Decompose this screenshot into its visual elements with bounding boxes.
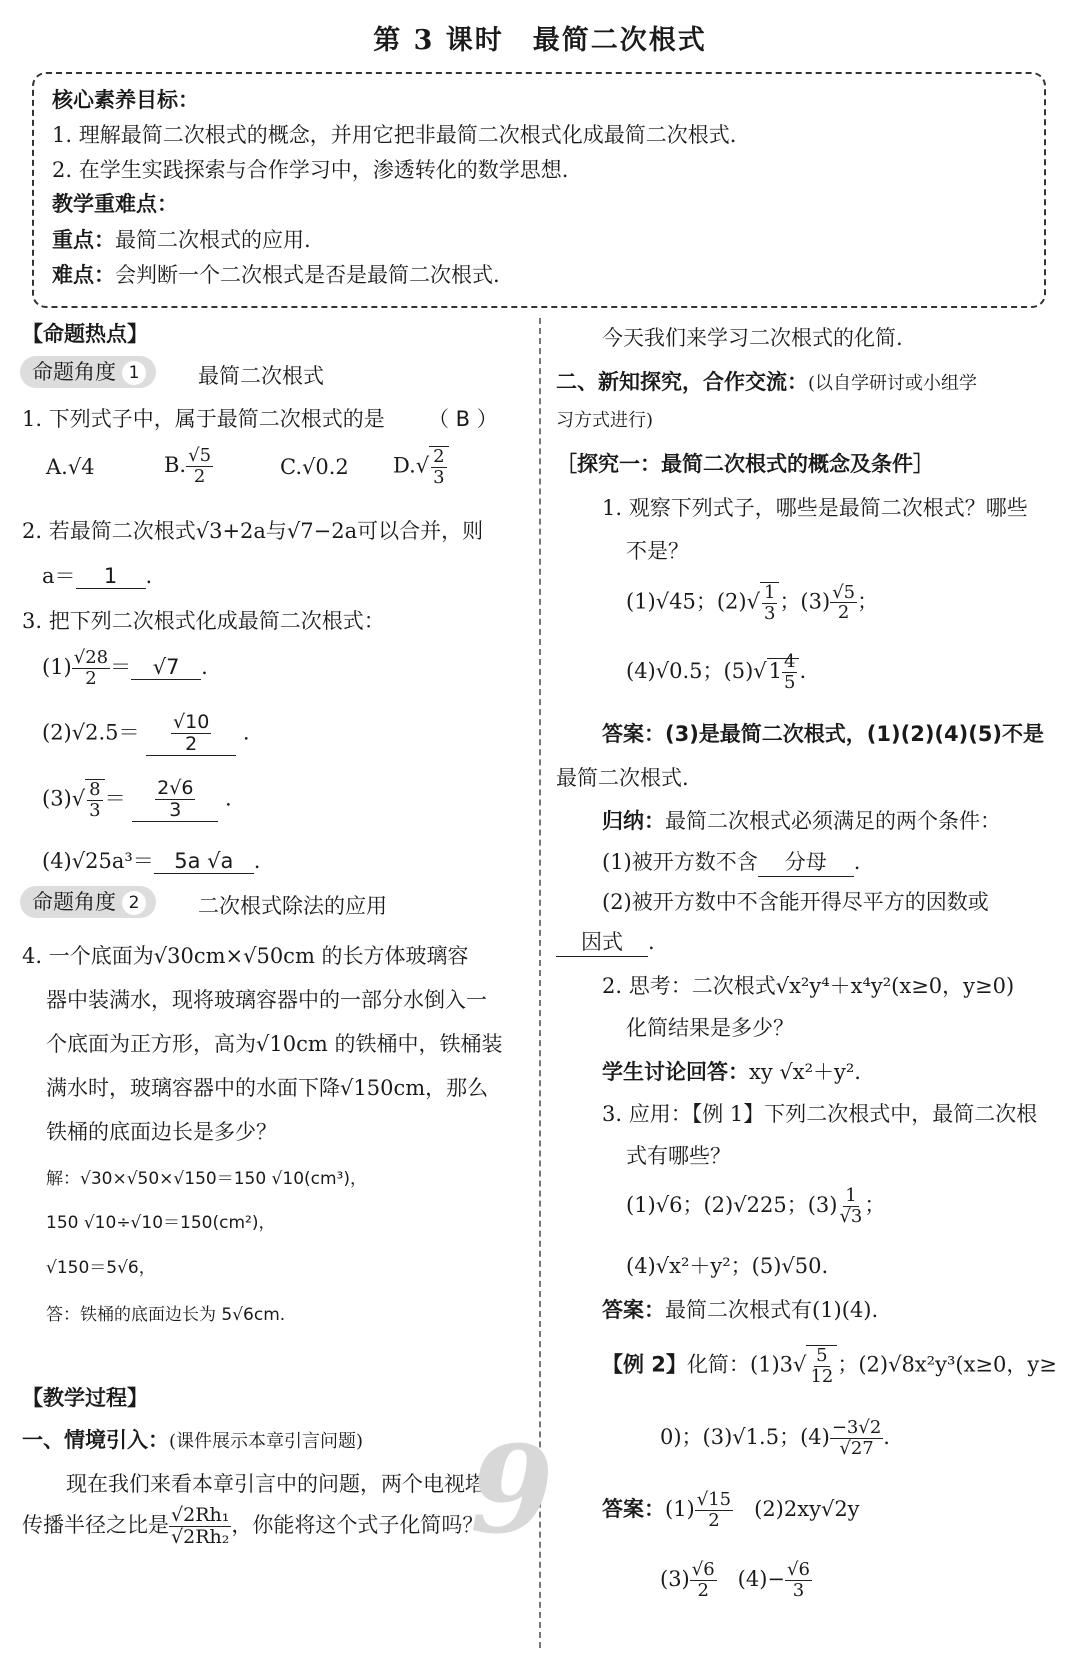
intro-line: 今天我们来学习二次根式的化简. — [602, 326, 903, 350]
explore-q1-items-2: (4)√0.5；(5)√1 $\frac{4}{5}$ . — [626, 651, 807, 693]
example-2-answer-2: (3) $\frac{√6}{2}$ (4)− $\frac{√6}{3}$ — [660, 1559, 810, 1601]
angle-2-pill — [20, 886, 156, 918]
section-1-para-1: 现在我们来看本章引言中的问题，两个电视塔 — [66, 1472, 486, 1496]
section-1: 一、情境引入：(课件展示本章引言问题) — [22, 1428, 364, 1452]
example-2: 【例 2】化简：(1)3√ $\frac{5}{12}$ ；(2)√8x²y³(x≥0，y≥ — [602, 1345, 1057, 1387]
q4-line-3: 个底面为正方形，高为√10cm 的铁桶中，铁桶装 — [46, 1032, 503, 1056]
hot-heading: 【命题热点】 — [22, 322, 148, 346]
q4-line-5: 铁桶的底面边长是多少？ — [46, 1120, 277, 1144]
q2-answer: 1 — [76, 564, 146, 589]
q3-part-1: (1) $\frac{√28}{2}$ ＝ √7 . — [42, 647, 208, 689]
section-1-para-2: 传播半径之比是 $\frac{\text{√2Rh₁}}{\text{√2Rh₂}}$ ，你能将这个式子化简吗？ — [22, 1504, 484, 1548]
q3-part-4: (4)√25a³＝ 5a √a . — [42, 849, 261, 873]
section-2-note: 习方式进行) — [556, 410, 654, 431]
q1-option-b: B. $\frac{√5}{2}$ — [164, 445, 212, 487]
example-1-items-1: (1)√6；(2)√225；(3) $\frac{1}{√3}$ ； — [626, 1185, 886, 1227]
example-1-items-2: (4)√x²＋y²；(5)√50. — [626, 1254, 829, 1278]
explore-q1-answer: 答案：(3)是最简二次根式，(1)(2)(4)(5)不是 — [602, 722, 1045, 746]
condition-1-answer: 分母 — [758, 846, 854, 877]
angle-1-number: 1 — [122, 361, 146, 385]
q3-2-answer-d: 2 — [185, 732, 198, 755]
solution-line-4: 答：铁桶的底面边长为 5√6cm. — [46, 1305, 286, 1325]
question-3: 3. 把下列二次根式化成最简二次根式： — [22, 609, 385, 633]
explore-q1-line2: 不是？ — [626, 539, 689, 563]
page-number: 9 — [470, 1420, 554, 1561]
explore-q1-answer-2: 最简二次根式. — [556, 766, 689, 790]
key-label: 重点： — [52, 228, 115, 252]
example-2-answer: 答案：(1) $\frac{√15}{2}$ (2)2xy√2y — [602, 1489, 860, 1531]
key-point — [52, 224, 311, 254]
page-title: 第 3 课时 最简二次根式 — [373, 25, 707, 56]
angle-2-title: 二次根式除法的应用 — [198, 894, 387, 918]
solution-line-1: 解：√30×√50×√150＝150 √10(cm³)， — [46, 1169, 367, 1189]
angle-1-label: 命题角度 — [32, 360, 116, 384]
solution-line-2: 150 √10÷√10＝150(cm²)， — [46, 1213, 276, 1233]
section-2: 二、新知探究，合作交流：(以自学研讨或小组学 — [556, 370, 978, 394]
goals-box — [32, 72, 1046, 308]
difficult-point — [52, 259, 500, 289]
q1-option-c: C.√0.2 — [280, 455, 349, 479]
goal-1: 1. 理解最简二次根式的概念，并用它把非最简二次根式化成最简二次根式. — [52, 123, 737, 147]
q3-part-3: (3)√ $\frac{8}{3}$ ＝ $\frac{2√6}{3}$ . — [42, 777, 232, 821]
condition-2: (2)被开方数中不含能开得尽平方的因数或 — [602, 890, 989, 914]
q1-option-d: D.√ $\frac{2}{3}$ — [393, 446, 449, 488]
q3-1-answer: √7 — [131, 655, 201, 680]
diff-text: 会判断一个二次根式是否是最简二次根式. — [115, 263, 500, 287]
angle-2-label: 命题角度 — [32, 890, 116, 914]
summary: 归纳：最简二次根式必须满足的两个条件： — [602, 809, 1001, 833]
q3-2-answer-n: √10 — [173, 711, 210, 733]
q3-3-answer-d: 3 — [169, 798, 182, 821]
think-q-line2: 化简结果是多少？ — [626, 1016, 794, 1040]
solution-line-3: √150＝5√6， — [46, 1258, 156, 1278]
condition-2-line2: 因式 . — [556, 926, 655, 957]
q3-4-answer: 5a √a — [154, 849, 254, 874]
condition-2-answer: 因式 — [556, 926, 648, 957]
goals-heading: 核心素养目标： — [52, 88, 199, 112]
q1-option-a: A.√4 — [46, 455, 95, 479]
diff-label: 难点： — [52, 263, 115, 287]
q3-3-answer-n: 2√6 — [157, 777, 194, 799]
q4-line-2: 器中装满水，现将玻璃容器中的一部分水倒入一 — [46, 988, 487, 1012]
think-q: 2. 思考：二次根式√x²y⁴＋x⁴y²(x≥0，y≥0) — [602, 974, 1015, 998]
explore-q1-items-1: (1)√45；(2)√ $\frac{1}{3}$ ；(3) $\frac{√5}{2}$ ； — [626, 581, 879, 624]
example-1-answer: 答案：最简二次根式有(1)(4). — [602, 1298, 879, 1322]
key-text: 最简二次根式的应用. — [115, 228, 311, 252]
question-1: 1. 下列式子中，属于最简二次根式的是 — [22, 407, 385, 431]
condition-1: (1)被开方数不含 分母 . — [602, 846, 860, 877]
q4-line-4: 满水时，玻璃容器中的水面下降√150cm，那么 — [46, 1076, 489, 1100]
goal-2: 2. 在学生实践探索与合作学习中，渗透转化的数学思想. — [52, 158, 569, 182]
discussion: 学生讨论回答：xy √x²＋y². — [602, 1060, 861, 1084]
angle-1-title: 最简二次根式 — [198, 364, 324, 388]
application-q-line2: 式有哪些？ — [626, 1144, 731, 1168]
application-q: 3. 应用：【例 1】下列二次根式中，最简二次根 — [602, 1102, 1038, 1126]
question-2-line2: a＝ 1 . — [42, 564, 153, 588]
process-heading: 【教学过程】 — [22, 1386, 148, 1410]
q3-part-2: (2)√2.5＝ $\frac{√10}{2}$ . — [42, 711, 250, 755]
q4-line-1: 4. 一个底面为√30cm×√50cm 的长方体玻璃容 — [22, 944, 469, 968]
angle-1-pill — [20, 356, 156, 388]
difficulty-heading: 教学重难点： — [52, 192, 178, 216]
question-2: 2. 若最简二次根式√3+2a与√7−2a可以合并，则 — [22, 519, 484, 543]
explore-q1: 1. 观察下列式子，哪些是最简二次根式？哪些 — [602, 496, 1028, 520]
example-2-line2: 0)；(3)√1.5；(4) $\frac{-3√2}{√27}$ . — [660, 1417, 890, 1459]
explore-1-title: ［探究一：最简二次根式的概念及条件］ — [556, 451, 934, 476]
angle-2-number: 2 — [122, 891, 146, 915]
question-1-answer: （ B ） — [428, 407, 498, 431]
